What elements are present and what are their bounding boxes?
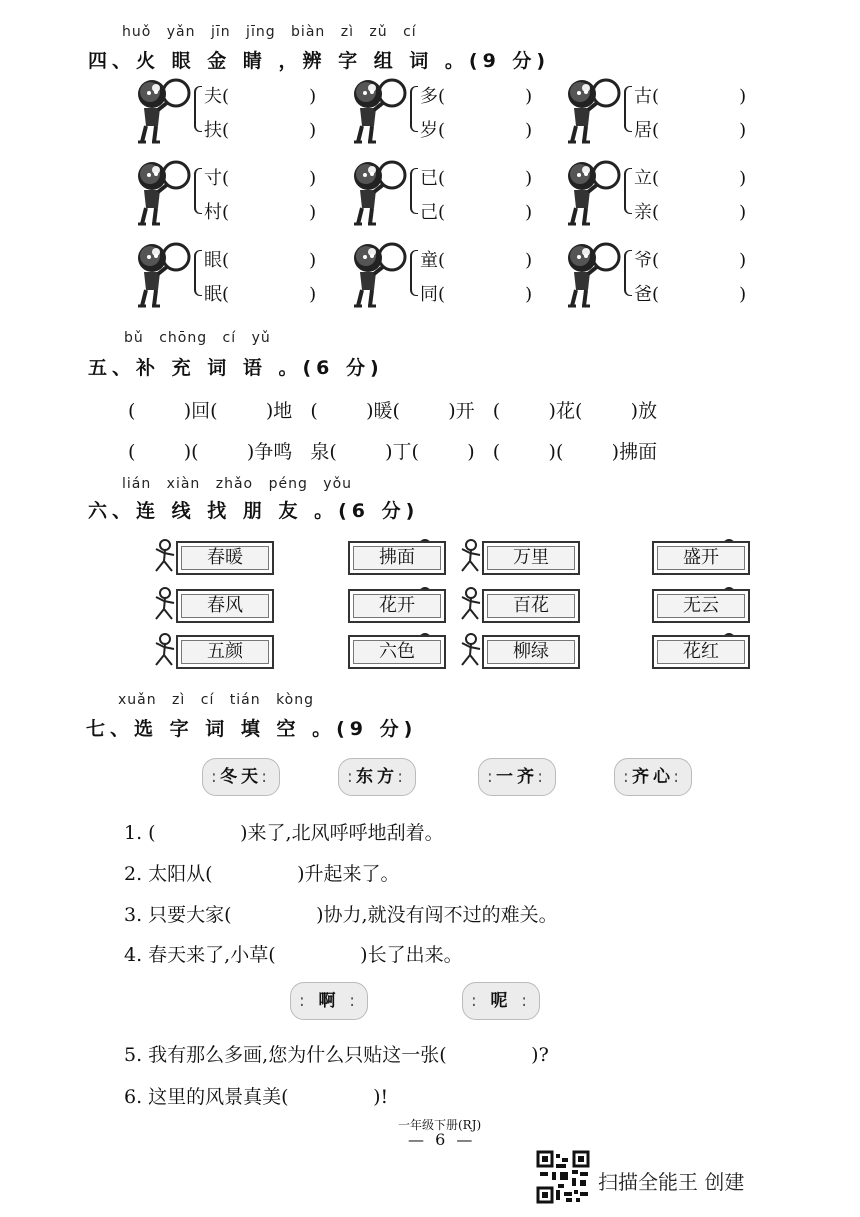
magnifier-icon (348, 74, 408, 146)
section-7-title: 七、选 字 词 填 空 。(9 分) (86, 718, 418, 740)
magnifier-icon (348, 156, 408, 228)
answer-blank[interactable]: ( ) (222, 202, 317, 223)
character: 已 (420, 168, 438, 189)
answer-blank[interactable]: ( ) (438, 250, 533, 271)
qr-code-icon (536, 1150, 590, 1204)
char-row (634, 198, 746, 224)
char-pair (194, 82, 354, 141)
char-pair (194, 164, 354, 223)
character: 岁 (420, 120, 438, 141)
char-row (634, 82, 746, 108)
answer-blank[interactable]: ( ) (652, 120, 747, 141)
word-card[interactable]: 百花 (482, 589, 580, 623)
answer-blank[interactable]: ( ) (222, 284, 317, 305)
word-choice-1: : 冬天 : (202, 758, 280, 796)
character: 村 (204, 202, 222, 223)
particle-choice-2: : 呢 : (462, 982, 540, 1020)
particle-choice-1: : 啊 : (290, 982, 368, 1020)
answer-blank[interactable]: ( ) (438, 284, 533, 305)
brace (194, 250, 202, 296)
character: 扶 (204, 120, 222, 141)
magnifier-icon (348, 238, 408, 310)
brace (194, 86, 202, 132)
character: 爸 (634, 284, 652, 305)
brace (410, 250, 418, 296)
section-6-title: 六、连 线 找 朋 友 。(6 分) (88, 500, 420, 522)
answer-blank[interactable]: ( ) (222, 120, 317, 141)
word-card[interactable]: 拂面 (348, 541, 446, 575)
magnifier-icon (132, 238, 192, 310)
question-1: 1. ( )来了,北风呼呼地刮着。 (124, 822, 444, 844)
answer-blank[interactable]: ( ) (438, 120, 533, 141)
brace (410, 86, 418, 132)
word-choice-3: : 一齐 : (478, 758, 556, 796)
question-5: 5. 我有那么多画,您为什么只贴这一张( )? (124, 1044, 549, 1066)
word-card[interactable]: 春暖 (176, 541, 274, 575)
answer-blank[interactable]: ( ) (652, 86, 747, 107)
char-row (420, 116, 532, 142)
word-card[interactable]: 六色 (348, 635, 446, 669)
section-6-pinyin: lián xiàn zhǎo péng yǒu (122, 476, 353, 492)
char-row (420, 280, 532, 306)
char-row (420, 164, 532, 190)
character: 古 (634, 86, 652, 107)
brace (624, 168, 632, 214)
char-pair (194, 246, 354, 305)
magnifier-icon (562, 156, 622, 228)
char-pair (624, 164, 784, 223)
word-choice-2: : 东方 : (338, 758, 416, 796)
section-5-line-2: ( )( )争鸣 泉( )丁( ) ( )( )拂面 (128, 441, 658, 463)
magnifier-icon (132, 74, 192, 146)
character: 己 (420, 202, 438, 223)
question-4: 4. 春天来了,小草( )长了出来。 (124, 944, 463, 966)
word-card[interactable]: 盛开 (652, 541, 750, 575)
character: 眠 (204, 284, 222, 305)
question-3: 3. 只要大家( )协力,就没有闯不过的难关。 (124, 904, 558, 926)
answer-blank[interactable]: ( ) (652, 284, 747, 305)
char-pair (410, 246, 570, 305)
answer-blank[interactable]: ( ) (652, 202, 747, 223)
char-row (634, 164, 746, 190)
character: 同 (420, 284, 438, 305)
character: 眼 (204, 250, 222, 271)
char-row (204, 246, 316, 272)
character: 亲 (634, 202, 652, 223)
question-2: 2. 太阳从( )升起来了。 (124, 863, 400, 885)
char-row (204, 164, 316, 190)
section-5-line-1: ( )回( )地 ( )暖( )开 ( )花( )放 (128, 400, 658, 422)
magnifier-icon (132, 156, 192, 228)
char-row (634, 116, 746, 142)
answer-blank[interactable]: ( ) (438, 86, 533, 107)
character: 居 (634, 120, 652, 141)
character: 多 (420, 86, 438, 107)
answer-blank[interactable]: ( ) (438, 168, 533, 189)
char-row (204, 280, 316, 306)
brace (624, 86, 632, 132)
char-pair (624, 246, 784, 305)
character: 童 (420, 250, 438, 271)
brace (410, 168, 418, 214)
answer-blank[interactable]: ( ) (652, 168, 747, 189)
char-row (634, 280, 746, 306)
footer-grade: 一年级下册(RJ) (398, 1118, 482, 1132)
word-card[interactable]: 柳绿 (482, 635, 580, 669)
section-4-title: 四、火 眼 金 睛 ，辨 字 组 词 。(9 分) (88, 50, 551, 72)
char-row (420, 198, 532, 224)
char-row (204, 198, 316, 224)
char-row (204, 82, 316, 108)
brace (624, 250, 632, 296)
magnifier-icon (562, 238, 622, 310)
answer-blank[interactable]: ( ) (222, 86, 317, 107)
answer-blank[interactable]: ( ) (652, 250, 747, 271)
char-pair (624, 82, 784, 141)
section-4-pinyin: huǒ yǎn jīn jīng biàn zì zǔ cí (122, 24, 417, 40)
word-card[interactable]: 花开 (348, 589, 446, 623)
character: 爷 (634, 250, 652, 271)
char-row (420, 246, 532, 272)
section-5-title: 五、补 充 词 语 。(6 分) (88, 357, 384, 379)
question-6: 6. 这里的风景真美( )! (124, 1086, 389, 1108)
word-card[interactable]: 春风 (176, 589, 274, 623)
character: 夫 (204, 86, 222, 107)
char-row (420, 82, 532, 108)
watermark-text: 扫描全能王 创建 (598, 1170, 745, 1194)
char-pair (410, 82, 570, 141)
answer-blank[interactable]: ( ) (222, 168, 317, 189)
char-row (204, 116, 316, 142)
char-pair (410, 164, 570, 223)
footer-page-number: — 6 — (408, 1130, 476, 1149)
brace (194, 168, 202, 214)
section-7-pinyin: xuǎn zì cí tián kòng (118, 692, 315, 708)
word-card[interactable]: 花红 (652, 635, 750, 669)
word-choice-4: : 齐心 : (614, 758, 692, 796)
answer-blank[interactable]: ( ) (222, 250, 317, 271)
word-card[interactable]: 万里 (482, 541, 580, 575)
answer-blank[interactable]: ( ) (438, 202, 533, 223)
char-row (634, 246, 746, 272)
section-5-pinyin: bǔ chōng cí yǔ (124, 330, 271, 346)
word-card[interactable]: 无云 (652, 589, 750, 623)
character: 寸 (204, 168, 222, 189)
magnifier-icon (562, 74, 622, 146)
word-card[interactable]: 五颜 (176, 635, 274, 669)
character: 立 (634, 168, 652, 189)
